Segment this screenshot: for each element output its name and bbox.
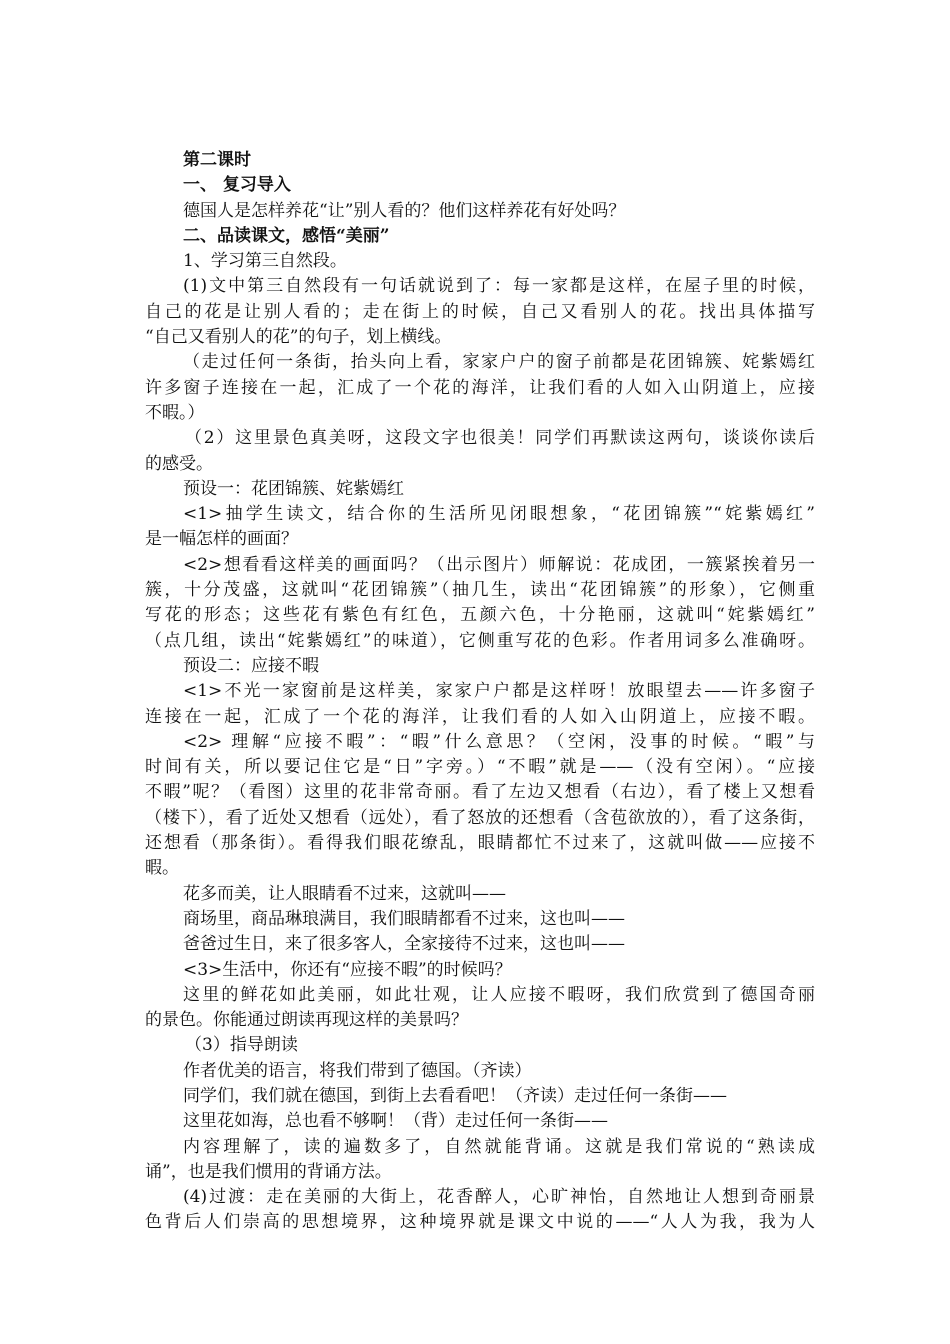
paragraph-line: (4)过渡：走在美丽的大街上，花香醉人，心旷神怡，自然地让人想到奇丽景: [183, 1187, 815, 1208]
paragraph-line: 德国人是怎样养花“让”别人看的？他们这样养花有好处吗？: [183, 200, 626, 221]
paragraph-line: <3>生活中，你还有“应接不暇”的时候吗？: [183, 959, 512, 980]
paragraph-line: （走过任何一条街，抬头向上看，家家户户的窗子前都是花团锦簇、姹紫嫣红: [183, 352, 815, 373]
paragraph-line: 的景色。你能通过朗读再现这样的美景吗？: [145, 1010, 468, 1031]
paragraph-line: 写花的形态；这些花有紫色有红色，五颜六色，十分艳丽，这就叫“姹紫嫣红”: [145, 605, 815, 626]
paragraph-line: 色背后人们崇高的思想境界，这种境界就是课文中说的——“人人为我，我为人: [145, 1212, 815, 1233]
lesson-title: 第二课时: [183, 150, 251, 170]
paragraph-line: <2> 理解“应接不暇”：“暇”什么意思？（空闲，没事的时候。“暇”与: [183, 731, 815, 752]
paragraph-line: 许多窗子连接在一起，汇成了一个花的海洋，让我们看的人如入山阴道上，应接: [145, 377, 815, 398]
paragraph-line: 1、学习第三自然段。: [183, 251, 347, 272]
paragraph-line: 花多而美，让人眼睛看不过来，这就叫——: [183, 883, 506, 904]
paragraph-line: 是一幅怎样的画面？: [145, 529, 298, 550]
paragraph-line: 簇，十分茂盛，这就叫“花团锦簇”（抽几生，读出“花团锦簇”的形象），它侧重: [145, 580, 815, 601]
paragraph-line: 不暇。）: [145, 402, 205, 423]
paragraph-line: 内容理解了，读的遍数多了，自然就能背诵。这就是我们常说的“熟读成: [183, 1136, 815, 1157]
paragraph-line: 预设二：应接不暇: [183, 655, 319, 676]
paragraph-line: 暇。: [145, 858, 179, 879]
paragraph-line: 的感受。: [145, 453, 213, 474]
paragraph-line: 连接在一起，汇成了一个花的海洋，让我们看的人如入山阴道上，应接不暇。: [145, 706, 815, 727]
paragraph-line: 这里的鲜花如此美丽，如此壮观，让人应接不暇呀，我们欣赏到了德国奇丽: [183, 984, 815, 1005]
paragraph-line: 作者优美的语言，将我们带到了德国。（齐读）: [183, 1060, 532, 1081]
paragraph-line: 商场里，商品琳琅满目，我们眼睛都看不过来，这也叫——: [183, 908, 625, 929]
paragraph-line: 还想看（那条街）。看得我们眼花缭乱，眼睛都忙不过来了，这就叫做——应接不: [145, 833, 815, 854]
paragraph-line: “自己又看别人的花”的句子，划上横线。: [145, 327, 452, 348]
paragraph-line: 诵”，也是我们惯用的背诵方法。: [145, 1161, 392, 1182]
paragraph-line: (1)文中第三自然段有一句话就说到了：每一家都是这样，在屋子里的时候，: [183, 276, 815, 297]
paragraph-line: <1>抽学生读文，结合你的生活所见闭眼想象，“花团锦簇”“姹紫嫣红”: [183, 504, 815, 525]
paragraph-line: 时间有关，所以要记住它是“日”字旁。）“不暇”就是——（没有空闲）。“应接: [145, 757, 815, 778]
paragraph-line: 预设一：花团锦簇、姹紫嫣红: [183, 478, 404, 499]
document-page: [145, 148, 815, 1236]
paragraph-line: （点几组，读出“姹紫嫣红”的味道），它侧重写花的色彩。作者用词多么准确呀。: [145, 630, 815, 651]
paragraph-line: 这里花如海，总也看不够啊！（背）走过任何一条街——: [183, 1111, 608, 1132]
paragraph-line: 不暇”呢？（看图）这里的花非常奇丽。看了左边又想看（右边），看了楼上又想看: [145, 782, 815, 803]
paragraph-line: <1>不光一家窗前是这样美，家家户户都是这样呀！放眼望去——许多窗子: [183, 681, 815, 702]
paragraph-line: 爸爸过生日，来了很多客人，全家接待不过来，这也叫——: [183, 934, 625, 955]
paragraph-line: （楼下），看了近处又想看（远处），看了怒放的还想看（含苞欲放的），看了这条街，: [145, 807, 815, 828]
section-heading-reading: 二、品读课文，感悟“美丽”: [183, 225, 390, 246]
section-heading-review: 一、 复习导入: [183, 175, 291, 196]
paragraph-line: （3）指导朗读: [185, 1035, 298, 1056]
paragraph-line: （2）这里景色真美呀，这段文字也很美！同学们再默读这两句，谈谈你读后: [185, 428, 815, 449]
paragraph-line: <2>想看看这样美的画面吗？（出示图片）师解说：花成团，一簇紧挨着另一: [183, 554, 815, 575]
paragraph-line: 同学们，我们就在德国，到街上去看看吧！（齐读）走过任何一条街——: [183, 1085, 727, 1106]
paragraph-line: 自己的花是让别人看的；走在街上的时候，自己又看别人的花。找出具体描写: [145, 301, 815, 322]
